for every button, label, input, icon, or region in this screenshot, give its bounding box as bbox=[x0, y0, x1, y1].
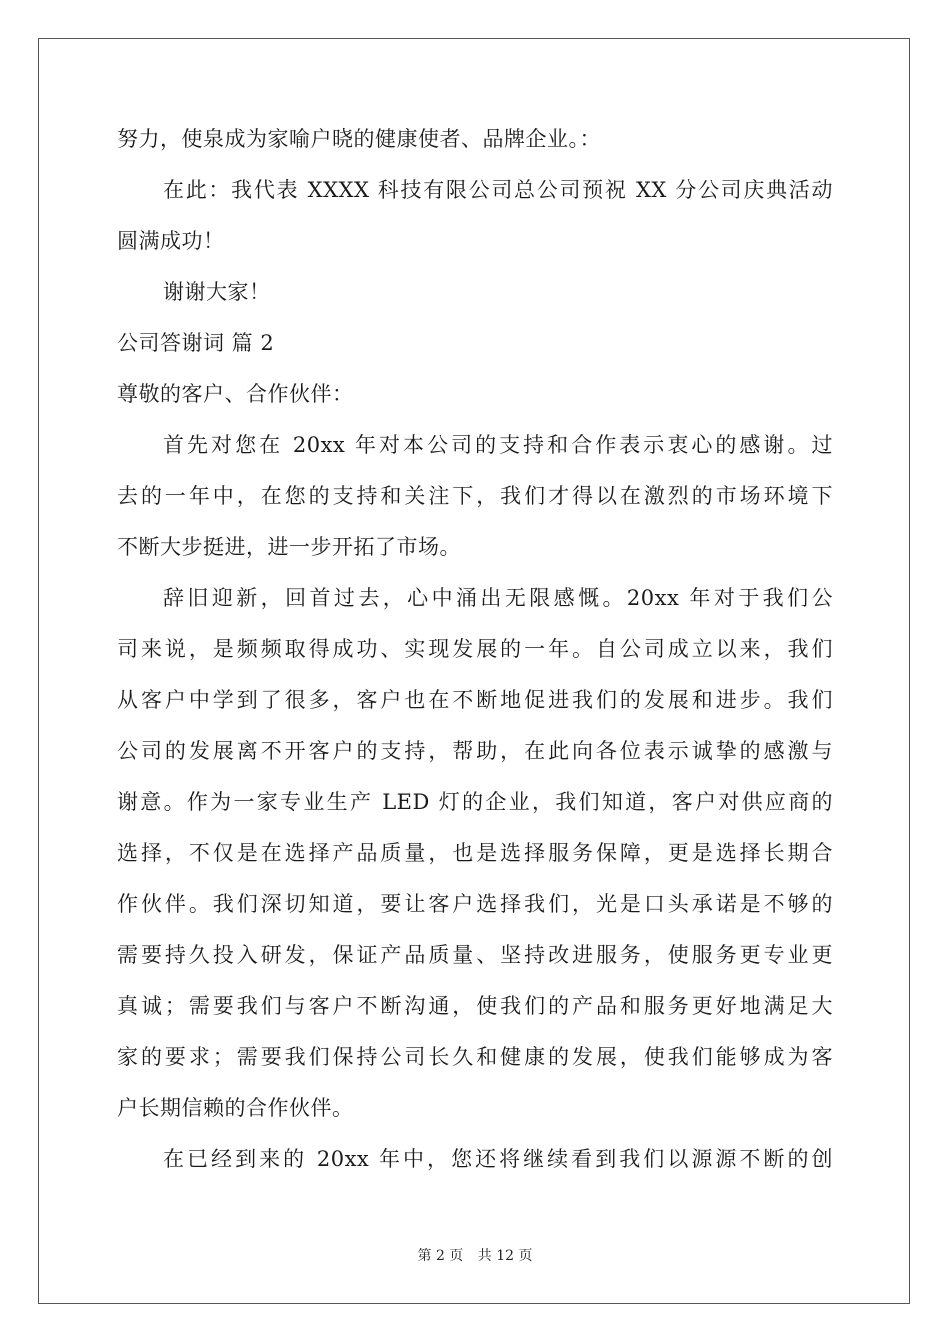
text-line-3: 圆满成功！ bbox=[117, 229, 225, 253]
text-line-9: 不断大步挺进，进一步开拓了市场。 bbox=[117, 535, 461, 559]
text-line-13: 公司的发展离不开客户的支持，帮助，在此向各位表示诚挚的感激与 bbox=[117, 739, 833, 763]
text-line-15: 选择，不仅是在选择产品质量，也是选择服务保障，更是选择长期合 bbox=[117, 841, 833, 865]
text-line-21: 在已经到来的 20xx 年中，您还将继续看到我们以源源不断的创 bbox=[163, 1147, 833, 1171]
text-line-2: 在此：我代表 XXXX 科技有限公司总公司预祝 XX 分公司庆典活动 bbox=[163, 178, 833, 202]
text-line-11: 司来说，是频频取得成功、实现发展的一年。自公司成立以来，我们 bbox=[117, 637, 833, 661]
text-line-14: 谢意。作为一家专业生产 LED 灯的企业，我们知道，客户对供应商的 bbox=[117, 790, 833, 814]
text-line-10: 辞旧迎新，回首过去，心中涌出无限感慨。20xx 年对于我们公 bbox=[163, 586, 833, 610]
text-line-16: 作伙伴。我们深切知道，要让客户选择我们，光是口头承诺是不够的 bbox=[117, 892, 833, 916]
text-line-19: 家的要求；需要我们保持公司长久和健康的发展，使我们能够成为客 bbox=[117, 1045, 833, 1069]
section-heading: 公司答谢词 篇 2 bbox=[117, 331, 275, 355]
text-line-20: 户长期信赖的合作伙伴。 bbox=[117, 1096, 354, 1120]
document-body bbox=[117, 127, 833, 1198]
salutation: 尊敬的客户、合作伙伴： bbox=[117, 382, 354, 406]
text-line-4: 谢谢大家！ bbox=[163, 280, 271, 304]
page-number: 第 2 页 bbox=[417, 1248, 464, 1264]
text-line-8: 去的一年中，在您的支持和关注下，我们才得以在激烈的市场环境下 bbox=[117, 484, 833, 508]
text-line-17: 需要持久投入研发，保证产品质量、坚持改进服务，使服务更专业更 bbox=[117, 943, 833, 967]
text-line-12: 从客户中学到了很多，客户也在不断地促进我们的发展和进步。我们 bbox=[117, 688, 833, 712]
page-total: 共 12 页 bbox=[477, 1248, 533, 1264]
text-line-18: 真诚；需要我们与客户不断沟通，使我们的产品和服务更好地满足大 bbox=[117, 994, 833, 1018]
text-line-7: 首先对您在 20xx 年对本公司的支持和合作表示衷心的感谢。过 bbox=[163, 433, 833, 457]
text-line-1: 努力，使泉成为家喻户晓的健康使者、品牌企业。： bbox=[117, 127, 601, 151]
page-footer bbox=[0, 1247, 950, 1265]
